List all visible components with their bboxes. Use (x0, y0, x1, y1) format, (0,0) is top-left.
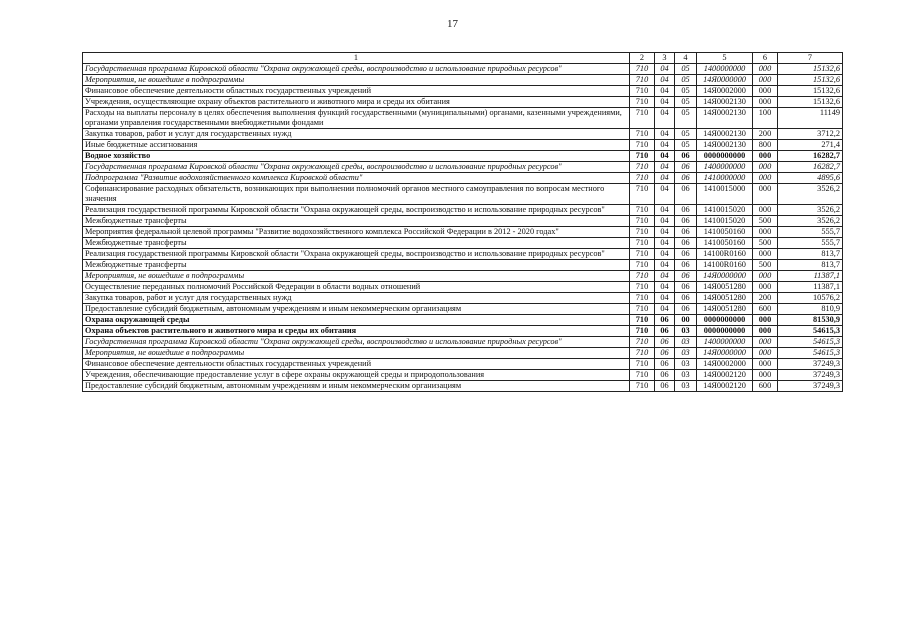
cell-expense-type: 200 (753, 293, 778, 304)
cell-target-article: 14Я0002130 (697, 97, 753, 108)
cell-target-article: 14Я0051280 (697, 293, 753, 304)
table-row (83, 315, 843, 326)
cell-expense-type: 000 (753, 86, 778, 97)
cell-expense-type: 000 (753, 162, 778, 173)
table-row (83, 86, 843, 97)
cell-subsection: 05 (675, 129, 697, 140)
cell-target-article: 14Я0002000 (697, 86, 753, 97)
cell-section: 04 (655, 238, 675, 249)
cell-target-article: 14Я0002120 (697, 370, 753, 381)
cell-expense-type: 000 (753, 173, 778, 184)
cell-expense-type: 000 (753, 75, 778, 86)
cell-target-article: 1410000000 (697, 173, 753, 184)
cell-expense-type: 000 (753, 271, 778, 282)
cell-section: 04 (655, 249, 675, 260)
cell-expense-type: 000 (753, 151, 778, 162)
cell-section: 04 (655, 205, 675, 216)
cell-expense-type: 600 (753, 381, 778, 392)
cell-target-article: 14Я0002130 (697, 129, 753, 140)
cell-name: Охрана объектов растительного и животного мира и среды их обитания (83, 326, 630, 337)
cell-expense-type: 000 (753, 326, 778, 337)
cell-amount: 54615,3 (778, 348, 843, 359)
cell-subsection: 06 (675, 173, 697, 184)
cell-amount: 15132,6 (778, 97, 843, 108)
cell-expense-type: 800 (753, 140, 778, 151)
cell-target-article: 1400000000 (697, 162, 753, 173)
cell-target-article: 14Я0002120 (697, 381, 753, 392)
cell-expense-type: 000 (753, 249, 778, 260)
cell-subsection: 00 (675, 315, 697, 326)
cell-ministry-code: 710 (630, 140, 655, 151)
cell-section: 04 (655, 271, 675, 282)
cell-section: 04 (655, 304, 675, 315)
cell-section: 04 (655, 140, 675, 151)
cell-subsection: 03 (675, 359, 697, 370)
cell-name: Межбюджетные трансферты (83, 216, 630, 227)
cell-expense-type: 000 (753, 227, 778, 238)
cell-target-article: 14100R0160 (697, 249, 753, 260)
cell-name: Межбюджетные трансферты (83, 238, 630, 249)
cell-section: 04 (655, 282, 675, 293)
table-row (83, 381, 843, 392)
cell-name: Расходы на выплаты персоналу в целях обеспечения выполнения функций государственными (муниципальными) органами, казенными учреждениями, органами управления государственными внебюджетными фондами (83, 108, 630, 129)
cell-amount: 3712,2 (778, 129, 843, 140)
cell-section: 06 (655, 348, 675, 359)
cell-ministry-code: 710 (630, 205, 655, 216)
cell-expense-type: 200 (753, 129, 778, 140)
cell-target-article: 14100R0160 (697, 260, 753, 271)
table-row (83, 249, 843, 260)
cell-name: Закупка товаров, работ и услуг для государственных нужд (83, 293, 630, 304)
header-col-1: 1 (83, 53, 630, 64)
cell-expense-type: 000 (753, 205, 778, 216)
cell-subsection: 06 (675, 249, 697, 260)
cell-ministry-code: 710 (630, 64, 655, 75)
cell-ministry-code: 710 (630, 86, 655, 97)
cell-subsection: 05 (675, 64, 697, 75)
cell-expense-type: 000 (753, 359, 778, 370)
header-col-7: 7 (778, 53, 843, 64)
cell-subsection: 06 (675, 184, 697, 205)
cell-amount: 15132,6 (778, 75, 843, 86)
cell-section: 06 (655, 381, 675, 392)
cell-expense-type: 000 (753, 184, 778, 205)
cell-expense-type: 000 (753, 370, 778, 381)
budget-table (82, 52, 843, 392)
cell-ministry-code: 710 (630, 216, 655, 227)
cell-ministry-code: 710 (630, 304, 655, 315)
cell-amount: 271,4 (778, 140, 843, 151)
cell-amount: 3526,2 (778, 216, 843, 227)
page-number: 17 (447, 18, 458, 30)
cell-expense-type: 500 (753, 260, 778, 271)
cell-ministry-code: 710 (630, 282, 655, 293)
cell-target-article: 1410015020 (697, 205, 753, 216)
cell-section: 04 (655, 86, 675, 97)
cell-name: Финансовое обеспечение деятельности областных государственных учреждений (83, 359, 630, 370)
cell-expense-type: 000 (753, 64, 778, 75)
cell-ministry-code: 710 (630, 271, 655, 282)
cell-ministry-code: 710 (630, 162, 655, 173)
cell-subsection: 06 (675, 293, 697, 304)
cell-ministry-code: 710 (630, 108, 655, 129)
cell-amount: 54615,3 (778, 326, 843, 337)
cell-subsection: 03 (675, 381, 697, 392)
table-row (83, 227, 843, 238)
cell-amount: 16282,7 (778, 162, 843, 173)
table-row (83, 151, 843, 162)
cell-name: Реализация государственной программы Кировской области "Охрана окружающей среды, воспроизводство и использование природных ресурсов" (83, 249, 630, 260)
cell-name: Софинансирование расходных обязательств, возникающих при выполнении полномочий органов местного самоуправления по вопросам местного значения (83, 184, 630, 205)
cell-section: 06 (655, 359, 675, 370)
cell-expense-type: 100 (753, 108, 778, 129)
cell-ministry-code: 710 (630, 173, 655, 184)
header-row (83, 53, 843, 64)
cell-section: 04 (655, 216, 675, 227)
table-row (83, 282, 843, 293)
table-row (83, 238, 843, 249)
table-row (83, 359, 843, 370)
cell-amount: 813,7 (778, 249, 843, 260)
cell-target-article: 1410050160 (697, 227, 753, 238)
cell-ministry-code: 710 (630, 381, 655, 392)
cell-target-article: 1410015020 (697, 216, 753, 227)
table-row (83, 97, 843, 108)
table-row (83, 337, 843, 348)
cell-section: 04 (655, 64, 675, 75)
cell-ministry-code: 710 (630, 238, 655, 249)
cell-expense-type: 600 (753, 304, 778, 315)
cell-name: Реализация государственной программы Кировской области "Охрана окружающей среды, воспроизводство и использование природных ресурсов" (83, 205, 630, 216)
cell-section: 04 (655, 75, 675, 86)
cell-name: Мероприятия, не вошедшие в подпрограммы (83, 348, 630, 359)
table-row (83, 216, 843, 227)
cell-target-article: 0000000000 (697, 315, 753, 326)
cell-target-article: 14Я0051280 (697, 304, 753, 315)
cell-ministry-code: 710 (630, 75, 655, 86)
cell-subsection: 06 (675, 238, 697, 249)
cell-subsection: 05 (675, 108, 697, 129)
cell-ministry-code: 710 (630, 151, 655, 162)
table-row (83, 140, 843, 151)
cell-subsection: 05 (675, 140, 697, 151)
cell-target-article: 14Я0000000 (697, 75, 753, 86)
cell-name: Предоставление субсидий бюджетным, автономным учреждениям и иным некоммерческим организациям (83, 381, 630, 392)
cell-expense-type: 500 (753, 238, 778, 249)
cell-ministry-code: 710 (630, 370, 655, 381)
cell-ministry-code: 710 (630, 293, 655, 304)
cell-expense-type: 000 (753, 348, 778, 359)
cell-subsection: 06 (675, 271, 697, 282)
header-col-3: 3 (655, 53, 675, 64)
cell-ministry-code: 710 (630, 359, 655, 370)
cell-target-article: 0000000000 (697, 151, 753, 162)
table-row (83, 184, 843, 205)
cell-name: Финансовое обеспечение деятельности областных государственных учреждений (83, 86, 630, 97)
table-row (83, 260, 843, 271)
cell-amount: 810,9 (778, 304, 843, 315)
cell-name: Государственная программа Кировской области "Охрана окружающей среды, воспроизводство и использование природных ресурсов" (83, 64, 630, 75)
table-row (83, 370, 843, 381)
cell-name: Подпрограмма "Развитие водохозяйственного комплекса Кировской области" (83, 173, 630, 184)
cell-ministry-code: 710 (630, 129, 655, 140)
cell-subsection: 06 (675, 205, 697, 216)
cell-target-article: 14Я0002130 (697, 108, 753, 129)
cell-section: 04 (655, 97, 675, 108)
cell-name: Закупка товаров, работ и услуг для государственных нужд (83, 129, 630, 140)
cell-ministry-code: 710 (630, 97, 655, 108)
cell-target-article: 1410050160 (697, 238, 753, 249)
cell-name: Мероприятия, не вошедшие в подпрограммы (83, 271, 630, 282)
cell-target-article: 14Я0002000 (697, 359, 753, 370)
cell-target-article: 14Я0000000 (697, 348, 753, 359)
table-row (83, 75, 843, 86)
header-col-2: 2 (630, 53, 655, 64)
cell-subsection: 03 (675, 337, 697, 348)
cell-section: 06 (655, 337, 675, 348)
cell-amount: 81530,9 (778, 315, 843, 326)
cell-target-article: 1400000000 (697, 64, 753, 75)
table-row (83, 108, 843, 129)
cell-target-article: 14Я0002130 (697, 140, 753, 151)
cell-amount: 813,7 (778, 260, 843, 271)
cell-target-article: 0000000000 (697, 326, 753, 337)
cell-section: 04 (655, 129, 675, 140)
header-col-4: 4 (675, 53, 697, 64)
cell-subsection: 05 (675, 75, 697, 86)
cell-expense-type: 000 (753, 315, 778, 326)
table-row (83, 129, 843, 140)
cell-name: Мероприятия, не вошедшие в подпрограммы (83, 75, 630, 86)
cell-amount: 11149 (778, 108, 843, 129)
cell-name: Предоставление субсидий бюджетным, автономным учреждениям и иным некоммерческим организациям (83, 304, 630, 315)
cell-section: 04 (655, 108, 675, 129)
cell-ministry-code: 710 (630, 249, 655, 260)
cell-name: Государственная программа Кировской области "Охрана окружающей среды, воспроизводство и использование природных ресурсов" (83, 162, 630, 173)
cell-subsection: 05 (675, 86, 697, 97)
cell-section: 04 (655, 162, 675, 173)
cell-name: Осуществление переданных полномочий Российской Федерации в области водных отношений (83, 282, 630, 293)
cell-name: Государственная программа Кировской области "Охрана окружающей среды, воспроизводство и использование природных ресурсов" (83, 337, 630, 348)
cell-ministry-code: 710 (630, 315, 655, 326)
cell-amount: 3526,2 (778, 184, 843, 205)
table-row (83, 348, 843, 359)
cell-target-article: 14Я0000000 (697, 271, 753, 282)
table-row (83, 304, 843, 315)
cell-target-article: 1410015000 (697, 184, 753, 205)
cell-name: Межбюджетные трансферты (83, 260, 630, 271)
cell-amount: 37249,3 (778, 370, 843, 381)
cell-subsection: 03 (675, 348, 697, 359)
cell-expense-type: 000 (753, 282, 778, 293)
cell-section: 04 (655, 173, 675, 184)
header-col-6: 6 (753, 53, 778, 64)
cell-subsection: 06 (675, 282, 697, 293)
cell-section: 04 (655, 151, 675, 162)
cell-subsection: 06 (675, 151, 697, 162)
table-body (83, 64, 843, 392)
cell-ministry-code: 710 (630, 326, 655, 337)
cell-name: Иные бюджетные ассигнования (83, 140, 630, 151)
cell-name: Мероприятия федеральной целевой программы "Развитие водохозяйственного комплекса Российской Федерации в 2012 - 2020 годах" (83, 227, 630, 238)
table-row (83, 326, 843, 337)
cell-subsection: 03 (675, 370, 697, 381)
cell-expense-type: 000 (753, 337, 778, 348)
cell-amount: 37249,3 (778, 381, 843, 392)
cell-amount: 15132,6 (778, 64, 843, 75)
table-row (83, 293, 843, 304)
cell-subsection: 05 (675, 97, 697, 108)
table-row (83, 271, 843, 282)
cell-subsection: 06 (675, 216, 697, 227)
table-row (83, 162, 843, 173)
cell-section: 04 (655, 227, 675, 238)
cell-amount: 555,7 (778, 227, 843, 238)
header-col-5: 5 (697, 53, 753, 64)
cell-name: Водное хозяйство (83, 151, 630, 162)
cell-amount: 555,7 (778, 238, 843, 249)
cell-expense-type: 000 (753, 97, 778, 108)
cell-name: Охрана окружающей среды (83, 315, 630, 326)
cell-ministry-code: 710 (630, 348, 655, 359)
cell-section: 06 (655, 370, 675, 381)
table-row (83, 173, 843, 184)
cell-amount: 16282,7 (778, 151, 843, 162)
table-row (83, 205, 843, 216)
cell-amount: 3526,2 (778, 205, 843, 216)
cell-ministry-code: 710 (630, 337, 655, 348)
cell-section: 06 (655, 315, 675, 326)
cell-subsection: 06 (675, 162, 697, 173)
cell-section: 06 (655, 326, 675, 337)
cell-name: Учреждения, обеспечивающие предоставление услуг в сфере охраны окружающей среды и природопользования (83, 370, 630, 381)
cell-ministry-code: 710 (630, 227, 655, 238)
cell-target-article: 1400000000 (697, 337, 753, 348)
cell-target-article: 14Я0051280 (697, 282, 753, 293)
cell-name: Учреждения, осуществляющие охрану объектов растительного и животного мира и среды их обитания (83, 97, 630, 108)
cell-section: 04 (655, 260, 675, 271)
cell-amount: 10576,2 (778, 293, 843, 304)
cell-subsection: 06 (675, 227, 697, 238)
cell-amount: 15132,6 (778, 86, 843, 97)
cell-expense-type: 500 (753, 216, 778, 227)
cell-subsection: 03 (675, 326, 697, 337)
cell-section: 04 (655, 293, 675, 304)
cell-amount: 37249,3 (778, 359, 843, 370)
cell-amount: 11387,1 (778, 282, 843, 293)
cell-section: 04 (655, 184, 675, 205)
table-row (83, 64, 843, 75)
cell-subsection: 06 (675, 260, 697, 271)
cell-subsection: 06 (675, 304, 697, 315)
cell-amount: 4895,6 (778, 173, 843, 184)
cell-ministry-code: 710 (630, 260, 655, 271)
cell-amount: 54615,3 (778, 337, 843, 348)
cell-ministry-code: 710 (630, 184, 655, 205)
cell-amount: 11387,1 (778, 271, 843, 282)
